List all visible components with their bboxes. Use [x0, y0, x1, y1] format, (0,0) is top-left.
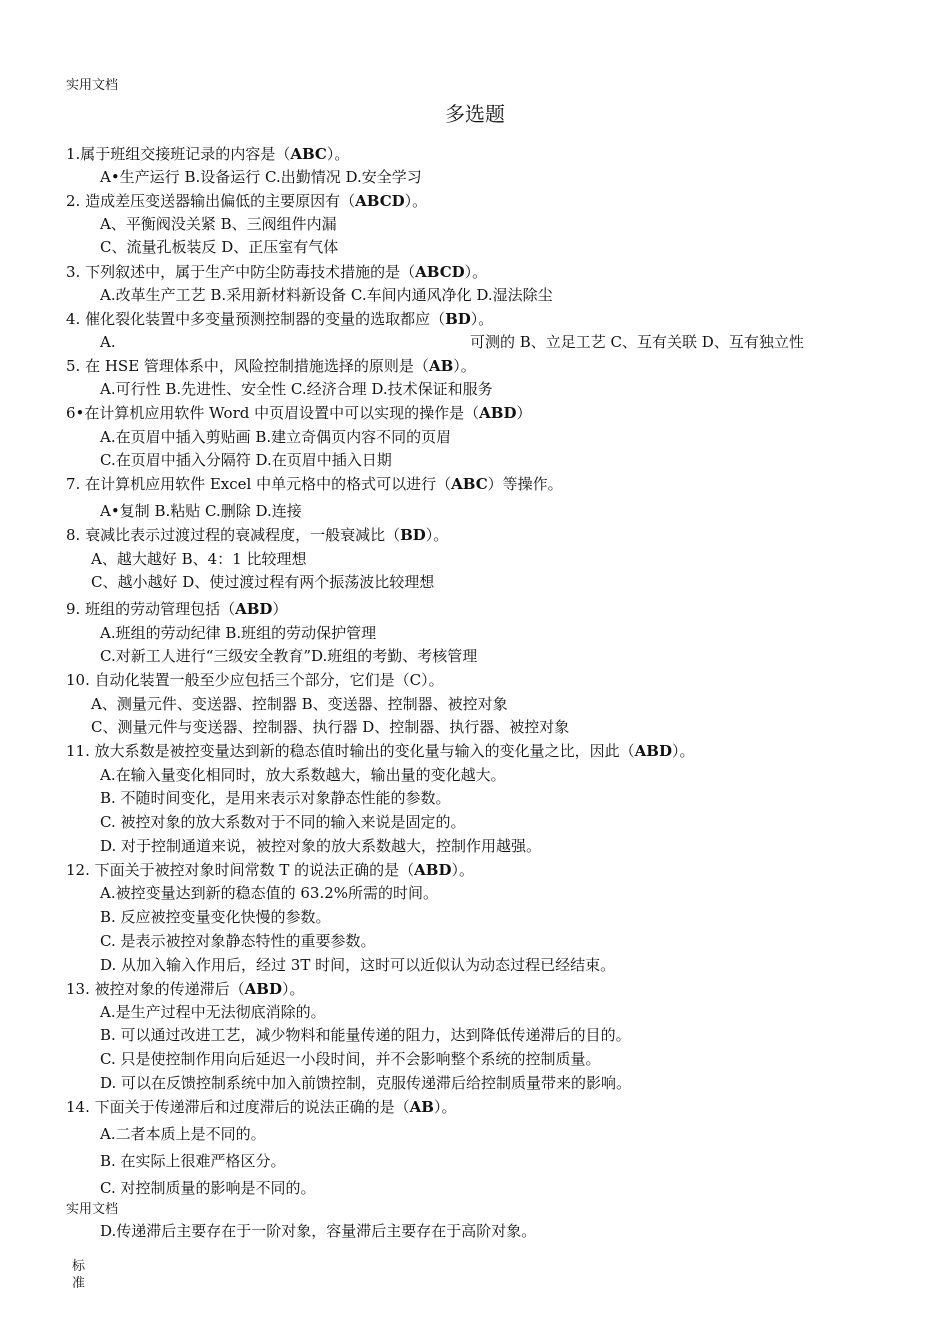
question-9 [66, 600, 287, 618]
question-answer: ABCD [355, 192, 405, 210]
question-5-option-line-1: A.可行性 B.先进性、安全性 C.经济合理 D.技术保证和服务 [100, 380, 493, 398]
question-text-end: ） [516, 404, 532, 422]
question-8-option-line-2: C、越小越好 D、使过渡过程有两个振荡波比较理想 [91, 573, 435, 591]
question-11-option-line-1: A.在输入量变化相同时，放大系数越大，输出量的变化越大。 [100, 766, 506, 784]
question-text: 12. 下面关于被控对象时间常数 T 的说法正确的是（ [66, 861, 415, 879]
question-text: 10. 自动化装置一般至少应包括三个部分，它们是（C）。 [66, 671, 444, 689]
question-14-option-line-3: C. 对控制质量的影响是不同的。 [100, 1179, 316, 1197]
question-13-option-line-3: C. 只是使控制作用向后延迟一小段时间，并不会影响整个系统的控制质量。 [100, 1050, 601, 1068]
question-8-option-line-1: A、越大越好 B、4：1 比较理想 [91, 550, 307, 568]
question-13-option-line-2: B. 可以通过改进工艺，减少物料和能量传递的阻力，达到降低传递滞后的目的。 [100, 1026, 631, 1044]
question-answer: ABC [451, 475, 488, 493]
question-text-end: ）。 [464, 263, 488, 281]
question-4-option-label: A. [100, 333, 116, 351]
question-2 [66, 192, 427, 210]
question-3-option-line-1: A.改革生产工艺 B.采用新材料新设备 C.车间内通风净化 D.湿法除尘 [100, 286, 553, 304]
question-13-option-line-4: D. 可以在反馈控制系统中加入前馈控制，克服传递滞后给控制质量带来的影响。 [100, 1074, 632, 1092]
page-title: 多选题 [445, 102, 505, 126]
question-10-option-line-2: C、测量元件与变送器、控制器、执行器 D、控制器、执行器、被控对象 [91, 718, 570, 736]
question-5 [66, 357, 476, 375]
question-text: 3. 下列叙述中，属于生产中防尘防毒技术措施的是（ [66, 263, 416, 281]
question-answer: ABD [634, 742, 672, 760]
question-6-option-line-1: A.在页眉中插入剪贴画 B.建立奇偶页内容不同的页眉 [100, 428, 452, 446]
question-13-option-line-1: A.是生产过程中无法彻底消除的。 [100, 1003, 326, 1021]
question-9-option-line-1: A.班组的劳动纪律 B.班组的劳动保护管理 [100, 624, 377, 642]
question-text: 7. 在计算机应用软件 Excel 中单元格中的格式可以进行（ [66, 475, 452, 493]
question-text: 4. 催化裂化装置中多变量预测控制器的变量的选取都应（ [66, 310, 446, 328]
question-answer: ABD [235, 600, 273, 618]
question-text: 11. 放大系数是被控变量达到新的稳态值时输出的变化量与输入的变化量之比，因此（ [66, 742, 635, 760]
question-2-option-line-1: A、平衡阀没关紧 B、三阀组件内漏 [100, 215, 337, 233]
question-text: 13. 被控对象的传递滞后（ [66, 980, 245, 998]
question-answer: AB [428, 357, 454, 375]
question-text-end: ） [272, 600, 288, 618]
question-text-end: ）。 [326, 145, 350, 163]
bottom-mark: 标准 [72, 1259, 86, 1291]
question-text-end: ）。 [470, 310, 494, 328]
question-12-option-line-2: B. 反应被控变量变化快慢的参数。 [100, 908, 331, 926]
question-text-end: ）。 [433, 1098, 457, 1116]
header-note: 实用文档 [66, 78, 119, 93]
question-12-option-line-1: A.被控变量达到新的稳态值的 63.2%所需的时间。 [100, 884, 439, 902]
question-12 [66, 861, 474, 879]
question-text-end: ）等操作。 [487, 475, 563, 493]
question-12-option-line-4: D. 从加入输入作用后，经过 3T 时间，这时可以近似认为动态过程已经结束。 [100, 956, 616, 974]
question-text-end: ）。 [425, 526, 449, 544]
question-14-option-line-4: D.传递滞后主要存在于一阶对象，容量滞后主要存在于高阶对象。 [100, 1222, 537, 1240]
question-7-option-line-1: A•复制 B.粘贴 C.删除 D.连接 [100, 502, 302, 520]
question-text: 5. 在 HSE 管理体系中，风险控制措施选择的原则是（ [66, 357, 429, 375]
footer-note: 实用文档 [66, 1202, 119, 1217]
question-text-end: ）。 [404, 192, 428, 210]
question-13 [66, 980, 304, 998]
question-10-option-line-1: A、测量元件、变送器、控制器 B、变送器、控制器、被控对象 [91, 695, 508, 713]
question-12-option-line-3: C. 是表示被控对象静态特性的重要参数。 [100, 932, 376, 950]
question-11 [66, 742, 694, 760]
question-14 [66, 1098, 456, 1116]
question-14-option-line-1: A.二者本质上是不同的。 [100, 1125, 266, 1143]
question-1 [66, 145, 349, 163]
question-11-option-line-2: B. 不随时间变化，是用来表示对象静态性能的参数。 [100, 789, 451, 807]
question-4-option-line-1: 可测的 B、立足工艺 C、互有关联 D、互有独立性 [470, 333, 804, 351]
question-answer: BD [445, 310, 471, 328]
question-14-option-line-2: B. 在实际上很难严格区分。 [100, 1152, 286, 1170]
question-4 [66, 310, 493, 328]
question-8 [66, 526, 448, 544]
question-11-option-line-3: C. 被控对象的放大系数对于不同的输入来说是固定的。 [100, 813, 466, 831]
question-text-end: ）。 [671, 742, 695, 760]
question-answer: BD [400, 526, 426, 544]
question-3 [66, 263, 487, 281]
question-7 [66, 475, 563, 493]
question-2-option-line-2: C、流量孔板装反 D、正压室有气体 [100, 238, 339, 256]
question-answer: ABCD [415, 263, 465, 281]
question-text-end: ）。 [453, 357, 476, 375]
question-text-end: ）。 [281, 980, 305, 998]
question-answer: ABC [290, 145, 327, 163]
question-text: 2. 造成差压变送器输出偏低的主要原因有（ [66, 192, 356, 210]
question-10 [66, 671, 444, 689]
question-1-option-line-1: A•生产运行 B.设备运行 C.出勤情况 D.安全学习 [100, 168, 422, 186]
question-11-option-line-4: D. 对于控制通道来说，被控对象的放大系数越大，控制作用越强。 [100, 837, 542, 855]
question-text: 1.属于班组交接班记录的内容是（ [66, 145, 291, 163]
question-text: 6•在计算机应用软件 Word 中页眉设置中可以实现的操作是（ [66, 404, 480, 422]
question-answer: ABD [479, 404, 517, 422]
question-answer: ABD [414, 861, 452, 879]
question-text-end: ）。 [451, 861, 475, 879]
question-text: 9. 班组的劳动管理包括（ [66, 600, 236, 618]
question-text: 8. 衰减比表示过渡过程的衰减程度，一般衰减比（ [66, 526, 401, 544]
question-6 [66, 404, 531, 422]
question-6-option-line-2: C.在页眉中插入分隔符 D.在页眉中插入日期 [100, 451, 392, 469]
question-answer: ABD [244, 980, 282, 998]
question-text: 14. 下面关于传递滞后和过度滞后的说法正确的是（ [66, 1098, 410, 1116]
question-9-option-line-2: C.对新工人进行“三级安全教育”D.班组的考勤、考核管理 [100, 647, 478, 665]
question-answer: AB [409, 1098, 434, 1116]
